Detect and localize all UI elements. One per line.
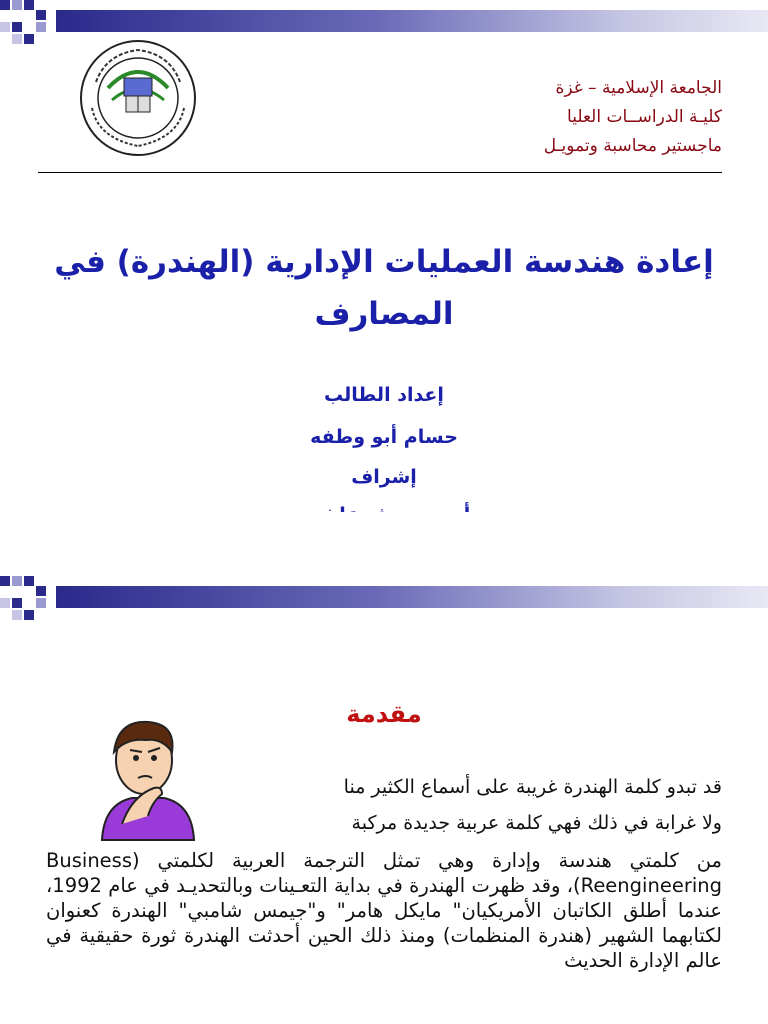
intro-line-1: قد تبدو كلمة الهندرة غريبة على أسماع الكثير منا bbox=[343, 776, 722, 798]
prepared-by-label: إعداد الطالب bbox=[324, 384, 444, 406]
program-name: ماجستير محاسبة وتمويـل bbox=[543, 136, 722, 156]
intro-paragraph: من كلمتي هندسة وإدارة وهي تمثل الترجمة العربية لكلمتي (Business Reengineering)، وقد ظهرت الهندرة في بداية التعـينات وبالتحديـد في عام 1992، عندما أطلق الكاتبان الأمريكيان" مايكل هامر" و"جيمس شامبي" الهندرة كعنوان لكتابهما الشهير (هندرة المنظمات) ومنذ ذلك الحين أحدثت الهندرة ثورة حقيقية في عالم الإدارة الحديث bbox=[46, 849, 722, 972]
university-name: الجامعة الإسلامية – غزة bbox=[555, 78, 722, 98]
header-band bbox=[0, 576, 768, 636]
student-name: حسام أبو وطفه bbox=[310, 426, 458, 448]
english-term: Business Reengineering bbox=[46, 849, 722, 897]
section-heading: مقدمة bbox=[346, 700, 422, 728]
header-divider bbox=[38, 172, 722, 173]
intro-line-2: ولا غرابة في ذلك فهي كلمة عربية جديدة مركبة bbox=[351, 812, 722, 834]
thinking-man-icon bbox=[92, 712, 202, 842]
faculty-name: كليـة الدراســات العليا bbox=[567, 107, 722, 127]
university-seal-icon bbox=[78, 38, 198, 158]
university-header bbox=[544, 74, 722, 161]
slide-introduction bbox=[0, 512, 768, 1024]
supervision-label: إشراف bbox=[351, 466, 417, 488]
slide-title-text: إعادة هندسة العمليات الإدارية (الهندرة) في المصارف bbox=[54, 244, 714, 332]
